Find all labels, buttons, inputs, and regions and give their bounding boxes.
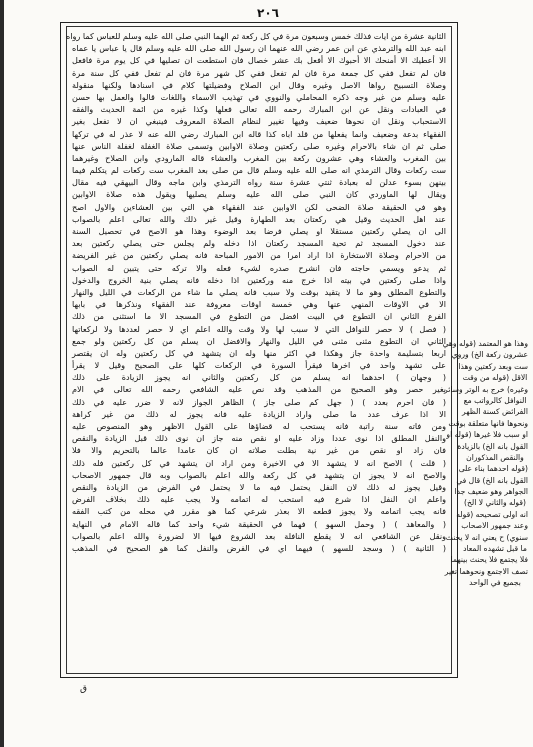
main-text-line: ( قلت ) الاصح انه لا يتشهد الا في الاخيرة ومن اراد ان يتشهد في كل ركعتين فله ذلك — [72, 457, 446, 468]
main-text-line: واذا صلى ركعتين في بيته اذا خرج منه وركعتين اذا دخله فانه يصلي بنية الخروج والدخول — [72, 274, 446, 285]
margin-text-line: والنقص المذكوران — [466, 452, 524, 462]
main-text-line: اربعا بتسليمة واحدة جاز وهكذا في اكثر منها وله ان يتشهد في كل ركعتين وله ان يقتصر — [72, 347, 446, 358]
margin-text-line: (قوله احدهما بناء على — [458, 464, 528, 474]
main-text-line: ( والمعاهد ) ( وحمل السهو ) فهما في الحقيقة شيء واحد كما قاله الامام في النهاية — [72, 518, 446, 529]
main-text-line: ومن فاته سنة راتبة فانه يستحب له قضاؤها على القول الاظهر وهو المنصوص عليه — [72, 421, 446, 431]
main-text-line: الفقهاء بدعة وضعيف وانما يفعلها من قلد اباه كذا قاله ابن المبارك رضي الله عنه لا عذر له في تركها — [72, 128, 446, 139]
main-text-line: ( فصل ) لا حصر للنوافل التي لا سبب لها ولا وقت والله اعلم اي لا حصر لعددها ولا لركعاتها — [72, 323, 446, 334]
main-text-line: بين المغرب والعشاء وهي عشرون ركعة بين المغرب والعشاء قاله المارودي وابن الصلاح وغيرهما — [72, 152, 446, 163]
main-text-line: الفرع الثاني ان التطوع في البيت افضل من التطوع في المسجد الا ما استثنى من ذلك — [72, 311, 446, 322]
main-text-line: الثانية عشرة من ايات فذلك خمس وسبعون مرة في كل ركعة ثم الهما النبي صلى الله عليه وسلم للعباس كما رواه — [66, 31, 446, 41]
main-text-line: فان زاد او نقص من غير نية بطلت صلاته ان كان عامدا عالما بالتحريم والا فلا — [72, 445, 446, 456]
main-text-line: ثم يدعو ويسمي حاجته فان انشرح صدره لشيء فعله والا تركه حتى يتبين له الصواب — [72, 262, 446, 273]
main-text-line: فانه يجب اتمامه ولا يجوز قطعه الا بعذر شرعي كما هو مقرر في محله من كتب الفقه — [72, 506, 446, 517]
margin-text-line: فلا يجتمع فلا يحنث بينهما — [450, 555, 528, 565]
margin-text-line: (قوله والثاني لا الخ) — [464, 498, 526, 508]
main-text-line: الثاني ان التطوع مثنى مثنى في الليل والنهار والافضل ان يسلم من كل ركعتين ولو جمع — [72, 335, 446, 346]
margin-text-line: عشرون ركعة الخ) وروي — [451, 350, 528, 360]
main-text-line: الاستحباب ونقل ان نحوها ضعيف وفيها تغيير لنظام الصلاة المعروف فينبغي ان لا تفعل بغير — [72, 116, 446, 127]
main-text-line: صلى ثم ان شاء بالاحرام وغيره صلى ركعتين وصلاة الاوابين وتسمى صلاة الغفلة لغفلة الناس عنها — [72, 140, 446, 151]
margin-text-line: سنوي) ح يعني انه لا يحنث — [445, 532, 528, 542]
main-text-block — [66, 30, 446, 670]
margin-text-line: ست وبعد ركعتين وهذا — [458, 361, 528, 371]
main-text-line: ( الثانية ) ( وسجد للسهو ) فيهما اي في الفرض والنفل كما هو الصحيح في المذهب — [72, 542, 446, 553]
main-text-line: ابنه عبد الله والترمذي عن ابن عمر رضي الله عنهما ان رسول الله صلى الله عليه وسلم قال يا عباس يا عماه — [72, 43, 446, 54]
main-text-line: الا أعطيك الا أمنحك الا أحبوك الا أفعل بك عشر خصال فان استطعت ان تصليها في كل يوم مرة فافعل — [72, 55, 446, 66]
margin-text-line: وغيره) خرج به الوتر وسائر — [444, 384, 528, 394]
main-text-line: ونقل عن الشافعي انه لا يقطع النافلة بعد الشروع فيها الا لضرورة والله اعلم بالصواب — [72, 530, 446, 541]
margin-text-line: ونحوها فانها متعلقة بوقت — [448, 418, 528, 428]
main-text-line: فان لم تفعل ففي كل جمعة مرة فان لم تفعل ففي كل شهر مرة فان لم تفعل ففي كل سنة مرة — [72, 67, 446, 78]
main-text-line: عليه وسلم من غير وجه ذكره المحاملي والنووي في تهذيب الاسماء واللغات قالوا والعمل بها حسن — [72, 91, 446, 102]
footer-mark: ق — [80, 684, 87, 694]
main-text-line: ويقال لها الماوردي كان النبي صلى الله عليه وسلم يصليها ويقول هذه صلاة الاوابين — [72, 189, 446, 200]
margin-text-line: الفرائض كسنة الظهر — [462, 407, 528, 417]
margin-text-line: الاقل (قوله من وقت — [462, 373, 528, 383]
main-text-line: الا اذا عرف عدد ما صلى واراد الزيادة عليه فانه يجوز له ذلك من غير كراهة — [72, 408, 446, 419]
main-text-line: والتطوع المطلق وهو ما لا يتقيد بوقت ولا سبب فانه يصلي ما شاء من الركعات في الليل والنهار — [72, 286, 446, 297]
main-text-line: ست ركعات وقال الترمذي انه صلى الله عليه وسلم قال من صلى بعد المغرب ست ركعات لم يتكلم فيما — [72, 165, 446, 176]
main-text-line: ( وجهان ) احدهما انه يسلم من كل ركعتين والثاني انه يجوز الزيادة على ذلك — [72, 372, 446, 383]
margin-text-line: انه اولى تصحيحه (قوله — [456, 509, 528, 519]
main-text-line: بينهن بسوء عدلن له بعبادة ثنتي عشرة سنة رواه الترمذي وابن ماجه وقال البيهقي فيه مقال — [72, 177, 446, 188]
margin-text-line: او سبب فلا غيرها (قوله او — [446, 430, 528, 440]
margin-text-line: القول بانه الخ) بالزيادة — [457, 441, 528, 451]
margin-text-line: بجميع في الواحد — [469, 578, 521, 588]
margin-commentary — [442, 338, 528, 589]
main-text-line: في العبادات ونقل عن ابن المبارك رحمه الله تعالى فعلها وكذا غيره من ائمة الحديث والفقه — [72, 104, 446, 115]
margin-text-line: الجواهر وهو ضعيف جدا — [454, 487, 528, 497]
page-number: ٢٠٦ — [257, 6, 279, 20]
main-text-line: الى ان يصلي ركعتين مستقلا او يصلي فرضا بعد الوضوء وهذا هو الاصح في تحصيل السنة — [72, 226, 446, 236]
main-text-line: عند اهل الحديث وقيل هي ركعتان بعد الطهارة وقيل غير ذلك والله تعالى اعلم بالصواب — [72, 213, 446, 224]
main-text-line: والاصح انه لا يجوز ان يتشهد في كل ركعة والله اعلم بالصواب وبه قال جمهور الاصحاب — [72, 469, 446, 480]
main-text-line: عند دخول المسجد ثم تحية المسجد ركعتان اذا دخله ولم يجلس حتى يصلي ركعتين بعد — [72, 238, 446, 249]
margin-text-line: وعند جمهور الاصحاب — [461, 521, 528, 531]
main-text-line: واعلم ان النفل اذا شرع فيه استحب له اتمامه ولا يجب عليه ذلك بخلاف الفرض — [72, 494, 446, 505]
main-text-line: والنفل المطلق اذا نوى عددا وزاد عليه او نقص منه جاز ان نوى ذلك قبل الزيادة والنقص — [72, 433, 446, 444]
margin-text-line: وهذا هو المعتمد (قوله وهي — [442, 339, 528, 348]
main-text-line: وصلاة التسبيح رواها الاصل وغيره وقال ابن الصلاح وفضيلتها كلام في اسنادها ولكنها منقولة — [72, 79, 446, 90]
margin-text-line: تصف الاجتمع ونحوهما تغير — [444, 566, 528, 576]
margin-text-line: النوافل كالرواتب مع — [463, 395, 527, 405]
main-text-line: على تشهد واحد في اخرها فيقرأ السورة في الركعات كلها على الصحيح وقيل لا يقرأ — [72, 360, 446, 371]
margin-text-line: ما قبل تشهده المعاد — [463, 544, 527, 554]
main-text-line: الا في الاوقات المنهي عنها وهي خمسة اوقات معروفة عند الفقهاء ونذكرها في بابها — [72, 299, 446, 310]
margin-text-line: القول بانه الخ) قال في — [456, 475, 528, 485]
page-edge-shadow — [0, 0, 4, 747]
main-text-line: وقيل يجوز له ذلك لان النفل يحتمل فيه ما لا يحتمل في الفرض من الزيادة والنقص — [72, 481, 446, 492]
main-text-line: ( فان احرم بعدد ) ( جهل كم صلى جاز ) الظاهر الجواز لانه لا ضرر عليه في ذلك — [72, 396, 446, 407]
main-text-line: بغير حصر وهو الصحيح من المذهب وقد نص عليه الشافعي رحمه الله تعالى في الام — [72, 384, 446, 395]
main-text-line: من الاحرام وصلاة الاستخارة اذا اراد امرا من الامور المباحة فانه يصلي ركعتين من غير الفريضة — [72, 250, 446, 261]
main-text-line: وهو في الحقيقة صلاة الضحى لكن الاوابين عند الفقهاء هي التي بين العشاءين والاول اصح — [72, 201, 446, 212]
